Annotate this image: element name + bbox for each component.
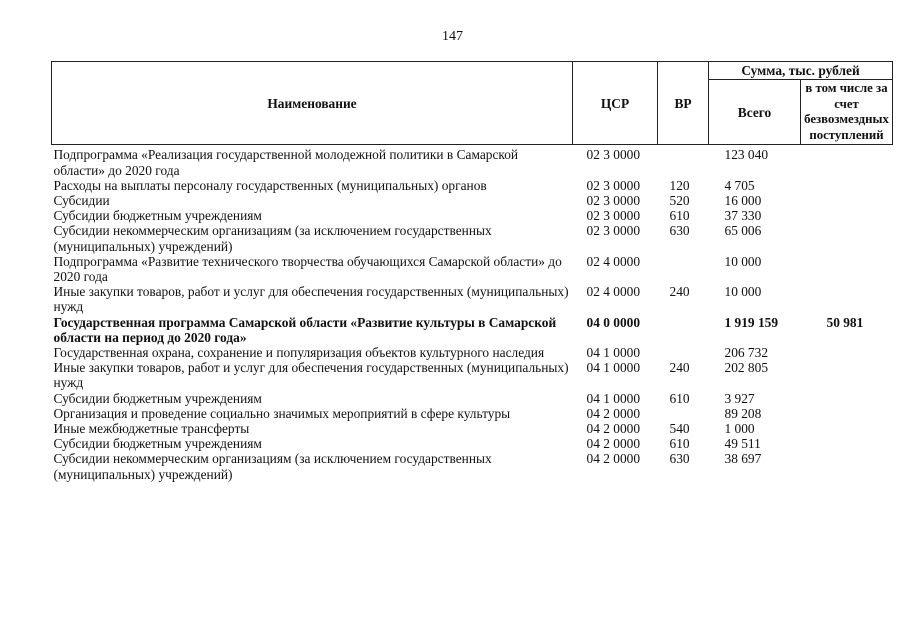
page-number: 147 — [442, 29, 463, 44]
row-gratuitous — [801, 345, 893, 360]
row-total: 202 805 — [724, 360, 769, 376]
header-csr: ЦСР — [573, 62, 658, 145]
row-name: Иные межбюджетные трансферты — [53, 421, 250, 437]
row-name: Субсидии бюджетным учреждениям — [53, 390, 262, 406]
table-row — [52, 193, 893, 208]
row-gratuitous — [801, 254, 893, 284]
row-gratuitous — [801, 208, 893, 223]
row-csr: 04 2 0000 — [586, 436, 641, 452]
row-csr: 04 0 0000 — [586, 314, 641, 330]
row-total: 1 919 159 — [724, 314, 779, 330]
row-name: Иные закупки товаров, работ и услуг для обеспечения государственных (муниципальных) нужд — [53, 284, 569, 315]
row-csr: 02 4 0000 — [586, 284, 641, 300]
row-vr — [658, 315, 709, 345]
table-row — [52, 360, 893, 390]
row-vr — [658, 345, 709, 360]
row-csr: 04 2 0000 — [586, 421, 641, 437]
row-total: 65 006 — [724, 223, 762, 239]
row-csr: 04 2 0000 — [586, 405, 641, 421]
row-vr: 610 — [669, 208, 690, 224]
row-vr: 520 — [669, 192, 690, 208]
row-gratuitous — [801, 284, 893, 314]
row-vr: 240 — [669, 360, 690, 376]
header-gratuitous: в том числе за счет безвозмездных поступлений — [801, 80, 893, 145]
row-gratuitous — [801, 436, 893, 451]
row-name: Государственная охрана, сохранение и популяризация объектов культурного наследия — [53, 345, 545, 361]
row-csr: 04 2 0000 — [586, 451, 641, 467]
table-row — [52, 406, 893, 421]
header-total: Всего — [709, 80, 801, 145]
table-row — [52, 223, 893, 253]
row-csr: 04 1 0000 — [586, 360, 641, 376]
row-name: Подпрограмма «Реализация государственной молодежной политики в Самарской области» до 2020 года — [53, 147, 519, 178]
table-row — [52, 145, 893, 178]
table-row — [52, 178, 893, 193]
row-name: Субсидии некоммерческим организациям (за исключением государственных (муниципальных) учреждений) — [53, 223, 492, 254]
table-row — [52, 391, 893, 406]
row-vr: 630 — [669, 223, 690, 239]
row-total: 123 040 — [724, 147, 769, 163]
row-gratuitous — [801, 421, 893, 436]
header-vr: ВР — [658, 62, 709, 145]
row-name: Субсидии некоммерческим организациям (за исключением государственных (муниципальных) учреждений) — [53, 451, 492, 482]
row-gratuitous — [801, 223, 893, 253]
row-total: 206 732 — [724, 345, 769, 361]
table-body — [52, 145, 893, 482]
header-name: Наименование — [52, 62, 573, 145]
row-csr: 02 3 0000 — [586, 147, 641, 163]
row-gratuitous — [801, 391, 893, 406]
row-gratuitous — [801, 178, 893, 193]
row-total: 10 000 — [724, 284, 762, 300]
table-row — [52, 451, 893, 481]
row-csr: 02 3 0000 — [586, 192, 641, 208]
row-vr — [658, 406, 709, 421]
row-name: Подпрограмма «Развитие технического творчества обучающихся Самарской области» до 2020 года — [53, 253, 562, 284]
row-gratuitous — [801, 193, 893, 208]
row-gratuitous — [801, 360, 893, 390]
row-vr: 610 — [669, 436, 690, 452]
row-total: 89 208 — [724, 405, 762, 421]
row-vr — [658, 254, 709, 284]
row-gratuitous — [801, 451, 893, 481]
row-total: 38 697 — [724, 451, 762, 467]
row-csr: 02 3 0000 — [586, 223, 641, 239]
row-vr: 240 — [669, 284, 690, 300]
row-gratuitous — [801, 406, 893, 421]
row-vr: 630 — [669, 451, 690, 467]
table-row — [52, 421, 893, 436]
row-total: 1 000 — [724, 421, 755, 437]
table-row — [52, 345, 893, 360]
table-row — [52, 315, 893, 345]
row-name: Иные закупки товаров, работ и услуг для обеспечения государственных (муниципальных) нужд — [53, 360, 569, 391]
row-name: Субсидии — [53, 192, 110, 208]
row-total: 4 705 — [724, 177, 755, 193]
row-name: Расходы на выплаты персоналу государственных (муниципальных) органов — [53, 177, 487, 193]
row-name: Организация и проведение социально значимых мероприятий в сфере культуры — [53, 405, 511, 421]
row-name: Субсидии бюджетным учреждениям — [53, 436, 262, 452]
row-csr: 02 4 0000 — [586, 253, 641, 269]
table-row — [52, 436, 893, 451]
row-gratuitous — [801, 145, 893, 178]
row-csr: 04 1 0000 — [586, 345, 641, 361]
row-total: 16 000 — [724, 192, 762, 208]
row-name: Государственная программа Самарской области «Развитие культуры в Самарской области на период до 2020 года» — [53, 314, 557, 345]
row-csr: 04 1 0000 — [586, 390, 641, 406]
table-header — [52, 62, 893, 145]
row-name: Субсидии бюджетным учреждениям — [53, 208, 262, 224]
row-total: 3 927 — [724, 390, 755, 406]
row-vr: 540 — [669, 421, 690, 437]
row-total: 49 511 — [724, 436, 761, 452]
row-csr: 02 3 0000 — [586, 208, 641, 224]
row-vr: 610 — [669, 390, 690, 406]
row-vr: 120 — [669, 177, 690, 193]
table-row — [52, 254, 893, 284]
row-total: 37 330 — [724, 208, 762, 224]
budget-table — [51, 61, 893, 482]
table-row — [52, 284, 893, 314]
row-total: 10 000 — [724, 253, 762, 269]
row-gratuitous: 50 981 — [826, 314, 864, 330]
row-csr: 02 3 0000 — [586, 177, 641, 193]
table-row — [52, 208, 893, 223]
header-sum-group: Сумма, тыс. рублей — [709, 62, 893, 80]
row-vr — [658, 145, 709, 178]
